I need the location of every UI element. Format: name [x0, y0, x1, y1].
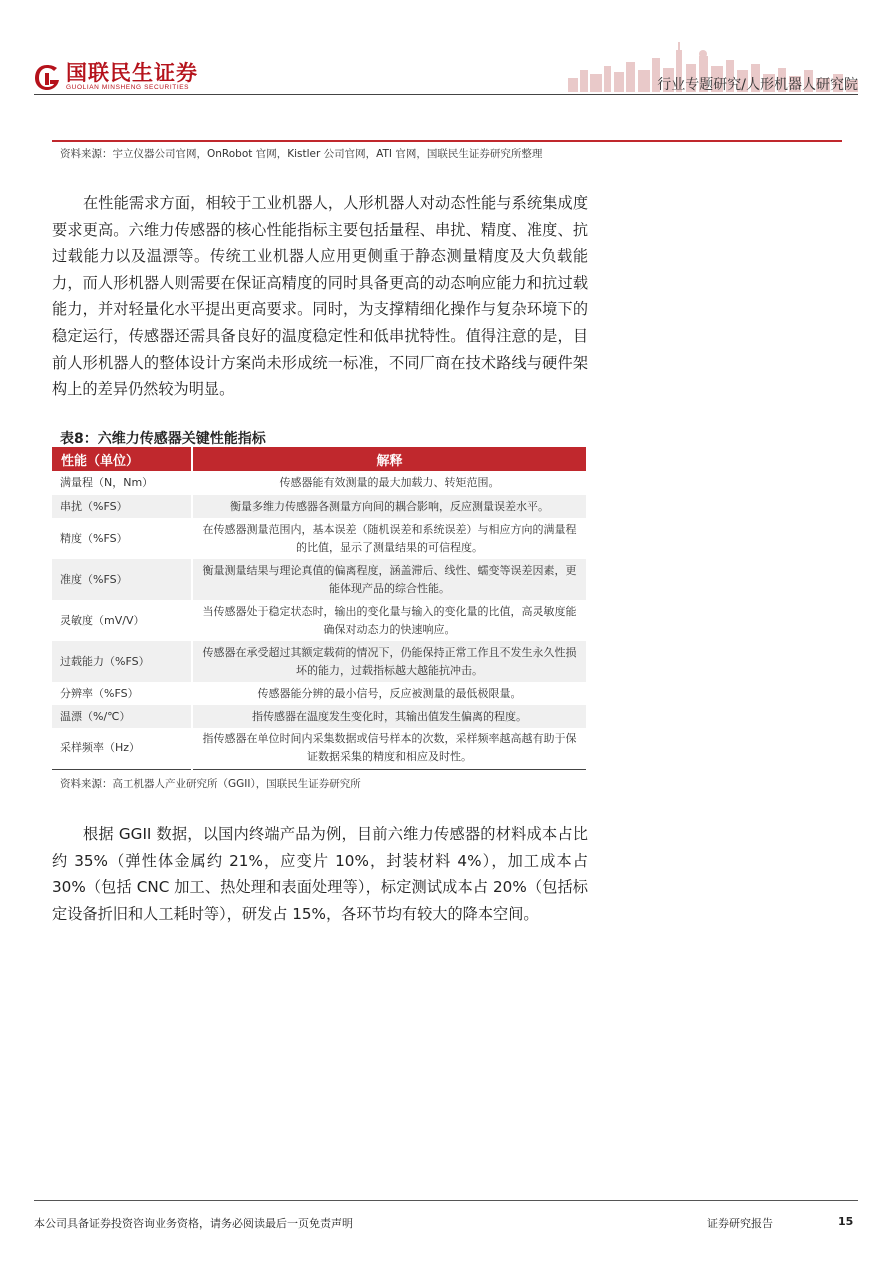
table-row: [52, 682, 586, 705]
body-paragraph-1: [52, 190, 588, 403]
metric-desc: 当传感器处于稳定状态时，输出的变化量与输入的变化量的比值，高灵敏度能确保对动态力的快速响应。: [192, 600, 586, 641]
metric-desc: 指传感器在温度发生变化时，其输出值发生偏离的程度。: [192, 705, 586, 728]
metric-desc: 传感器在承受超过其额定载荷的情况下，仍能保持正常工作且不发生永久性损坏的能力，过载指标越大越能抗冲击。: [192, 641, 586, 682]
body-paragraph-2: [52, 821, 588, 927]
table-row: [52, 559, 586, 600]
table-source-note: 资料来源：高工机器人产业研究所（GGII），国联民生证券研究所: [60, 778, 361, 790]
metric-name: 串扰（%FS）: [52, 495, 192, 518]
metric-desc: 指传感器在单位时间内采集数据或信号样本的次数，采样频率越高越有助于保证数据采集的精度和相应及时性。: [192, 728, 586, 769]
logo-cn-text: 国联民生证券: [66, 61, 198, 85]
metric-name: 分辨率（%FS）: [52, 682, 192, 705]
metric-desc: 传感器能分辨的最小信号，反应被测量的最低极限量。: [192, 682, 586, 705]
table-caption: 表8：六维力传感器关键性能指标: [60, 431, 266, 447]
metric-desc: 传感器能有效测量的最大加载力、转矩范围。: [192, 471, 586, 495]
page-header: [0, 0, 892, 100]
header-title: 行业专题研究/人形机器人研究院: [657, 77, 858, 93]
table-row: [52, 641, 586, 682]
top-source-note: 资料来源：宇立仪器公司官网，OnRobot 官网，Kistler 公司官网，ATI 官网，国联民生证券研究所整理: [60, 148, 543, 160]
metric-name: 满量程（N，Nm）: [52, 471, 192, 495]
logo-mark-icon: [34, 63, 60, 91]
table-header-cell: 解释: [192, 447, 586, 471]
source-divider: [52, 140, 842, 142]
footer-divider: [34, 1200, 858, 1201]
paragraph-2-text: 根据 GGII 数据，以国内终端产品为例，目前六维力传感器的材料成本占比约 35%（弹性体金属约 21%，应变片 10%，封装材料 4%），加工成本占 30%（包括 CNC 加工、热处理和表面处理等），标定测试成本占 20%（包括标定设备折旧和人工耗时等），研发占 15%，各环节均有较大的降本空间。: [52, 825, 588, 923]
table-row: [52, 495, 586, 518]
metric-desc: 衡量多维力传感器各测量方向间的耦合影响，反应测量误差水平。: [192, 495, 586, 518]
footer-report-type: 证券研究报告: [707, 1217, 773, 1230]
page-number: 15: [838, 1215, 854, 1228]
metric-desc: 在传感器测量范围内，基本误差（随机误差和系统误差）与相应方向的满量程的比值，显示了测量结果的可信程度。: [192, 518, 586, 559]
logo-en-text: GUOLIAN MINSHENG SECURITIES: [66, 84, 190, 91]
table-row: [52, 518, 586, 559]
table-row: [52, 600, 586, 641]
table-row: [52, 471, 586, 495]
table-header-cell: 性能（单位）: [52, 447, 192, 471]
performance-table: [52, 447, 586, 770]
company-logo: [34, 62, 198, 92]
metric-name: 过载能力（%FS）: [52, 641, 192, 682]
metric-name: 温漂（%/℃）: [52, 705, 192, 728]
metric-name: 灵敏度（mV/V）: [52, 600, 192, 641]
table-row: [52, 728, 586, 769]
metric-name: 准度（%FS）: [52, 559, 192, 600]
paragraph-1-text: 在性能需求方面，相较于工业机器人，人形机器人对动态性能与系统集成度要求更高。六维力传感器的核心性能指标主要包括量程、串扰、精度、准度、抗过载能力以及温漂等。传统工业机器人应用更侧重于静态测量精度及大负载能力，而人形机器人则需要在保证高精度的同时具备更高的动态响应能力和抗过载能力，并对轻量化水平提出更高要求。同时，为支撑精细化操作与复杂环境下的稳定运行，传感器还需具备良好的温度稳定性和低串扰特性。值得注意的是，目前人形机器人的整体设计方案尚未形成统一标准，不同厂商在技术路线与硬件架构上的差异仍然较为明显。: [52, 194, 588, 399]
header-divider: [34, 94, 858, 95]
metric-name: 精度（%FS）: [52, 518, 192, 559]
footer-disclaimer: 本公司具备证券投资咨询业务资格，请务必阅读最后一页免责声明: [34, 1217, 353, 1230]
metric-desc: 衡量测量结果与理论真值的偏离程度，涵盖滞后、线性、蠕变等误差因素，更能体现产品的综合性能。: [192, 559, 586, 600]
table-header-row: [52, 447, 586, 471]
metric-name: 采样频率（Hz）: [52, 728, 192, 769]
table-row: [52, 705, 586, 728]
